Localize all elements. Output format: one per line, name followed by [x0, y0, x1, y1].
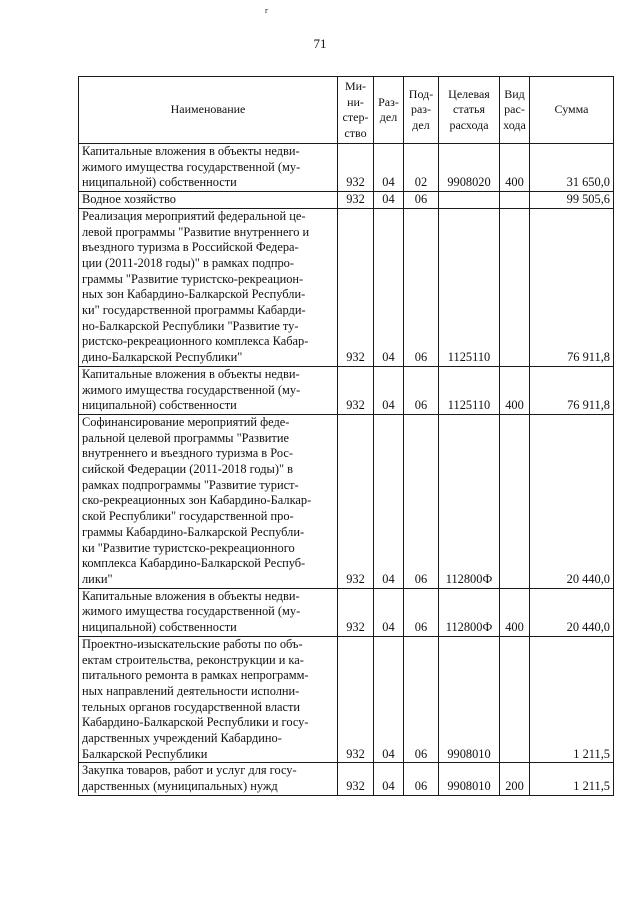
- row-ministry: 932: [338, 636, 374, 763]
- row-section: 04: [374, 414, 404, 588]
- row-section: 04: [374, 636, 404, 763]
- row-subsection: 06: [404, 588, 439, 636]
- row-name: Водное хозяйство: [79, 192, 338, 209]
- row-amount: 76 911,8: [530, 366, 614, 414]
- row-expense-type: [500, 414, 530, 588]
- row-subsection: 06: [404, 636, 439, 763]
- row-expense-type: [500, 636, 530, 763]
- row-target: 1125110: [439, 366, 500, 414]
- header-ministry: Ми- ни- стер- ство: [338, 77, 374, 144]
- row-ministry: 932: [338, 763, 374, 795]
- row-section: 04: [374, 366, 404, 414]
- header-amount: Сумма: [530, 77, 614, 144]
- row-expense-type: 200: [500, 763, 530, 795]
- row-name: Закупка товаров, работ и услуг для госу- дарственных (муниципальных) нужд: [79, 763, 338, 795]
- row-name: Капитальные вложения в объекты недви- жимого имущества государственной (му- ниципальной) собственности: [79, 366, 338, 414]
- table-row: [79, 763, 614, 795]
- header-expense-type: Вид рас- хода: [500, 77, 530, 144]
- row-section: 04: [374, 192, 404, 209]
- row-subsection: 02: [404, 144, 439, 192]
- row-amount: 20 440,0: [530, 414, 614, 588]
- table-row: [79, 588, 614, 636]
- row-expense-type: 400: [500, 144, 530, 192]
- row-subsection: 06: [404, 192, 439, 209]
- table-row: [79, 192, 614, 209]
- row-name: Софинансирование мероприятий феде- ральной целевой программы "Развитие внутреннего и въездного туризма в Рос- сийской Федерации (2011-2018 годы)" в рамках подпрограммы "Развитие турист- ско-рекреационных зон Кабардино-Балкар- ской Республики" государственной про- граммы Кабардино-Балкарской Республи- ки "Развитие туристско-рекреационного комплекса Кабардино-Балкарской Респуб- лики": [79, 414, 338, 588]
- table-row: [79, 414, 614, 588]
- row-ministry: 932: [338, 414, 374, 588]
- row-target: [439, 192, 500, 209]
- row-expense-type: 400: [500, 588, 530, 636]
- row-target: 112800Ф: [439, 588, 500, 636]
- row-name: Реализация мероприятий федеральной це- левой программы "Развитие внутреннего и въездного туризма в Российской Федера- ции (2011-2018 годы)" в рамках подпро- граммы "Развитие туристско-рекреацион- ных зон Кабардино-Балкарской Республи- ки" государственной программы Кабарди- но-Балкарской Республики "Развитие ту- ристско-рекреационного комплекса Кабар- дино-Балкарской Республики": [79, 208, 338, 366]
- header-name: Наименование: [79, 77, 338, 144]
- budget-table: [78, 76, 614, 796]
- row-expense-type: [500, 192, 530, 209]
- row-section: 04: [374, 588, 404, 636]
- row-section: 04: [374, 208, 404, 366]
- page-number: 71: [313, 36, 327, 51]
- row-subsection: 06: [404, 763, 439, 795]
- row-ministry: 932: [338, 192, 374, 209]
- row-expense-type: [500, 208, 530, 366]
- row-subsection: 06: [404, 366, 439, 414]
- row-subsection: 06: [404, 208, 439, 366]
- header-section: Раз- дел: [374, 77, 404, 144]
- row-target: 112800Ф: [439, 414, 500, 588]
- scan-mark: г: [265, 6, 269, 15]
- row-name: Капитальные вложения в объекты недви- жимого имущества государственной (му- ниципальной) собственности: [79, 588, 338, 636]
- row-amount: 20 440,0: [530, 588, 614, 636]
- row-section: 04: [374, 763, 404, 795]
- row-target: 9908020: [439, 144, 500, 192]
- row-ministry: 932: [338, 366, 374, 414]
- table-row: [79, 636, 614, 763]
- table-row: [79, 366, 614, 414]
- row-amount: 76 911,8: [530, 208, 614, 366]
- table-row: [79, 144, 614, 192]
- row-amount: 1 211,5: [530, 763, 614, 795]
- row-amount: 31 650,0: [530, 144, 614, 192]
- row-target: 1125110: [439, 208, 500, 366]
- row-subsection: 06: [404, 414, 439, 588]
- row-target: 9908010: [439, 763, 500, 795]
- row-ministry: 932: [338, 208, 374, 366]
- row-expense-type: 400: [500, 366, 530, 414]
- row-ministry: 932: [338, 144, 374, 192]
- header-subsection: Под- раз- дел: [404, 77, 439, 144]
- table-header-row: [79, 77, 614, 144]
- row-amount: 1 211,5: [530, 636, 614, 763]
- row-ministry: 932: [338, 588, 374, 636]
- header-target: Целевая статья расхода: [439, 77, 500, 144]
- row-name: Капитальные вложения в объекты недви- жимого имущества государственной (му- ниципальной) собственности: [79, 144, 338, 192]
- table-row: [79, 208, 614, 366]
- row-target: 9908010: [439, 636, 500, 763]
- row-amount: 99 505,6: [530, 192, 614, 209]
- row-section: 04: [374, 144, 404, 192]
- row-name: Проектно-изыскательские работы по объ- ектам строительства, реконструкции и ка- питального ремонта в рамках непрограмм- ных направлений деятельности исполни- тельных органов государственной власти Кабардино-Балкарской Республики и госу- дарственных учреждений Кабардино- Балкарской Республики: [79, 636, 338, 763]
